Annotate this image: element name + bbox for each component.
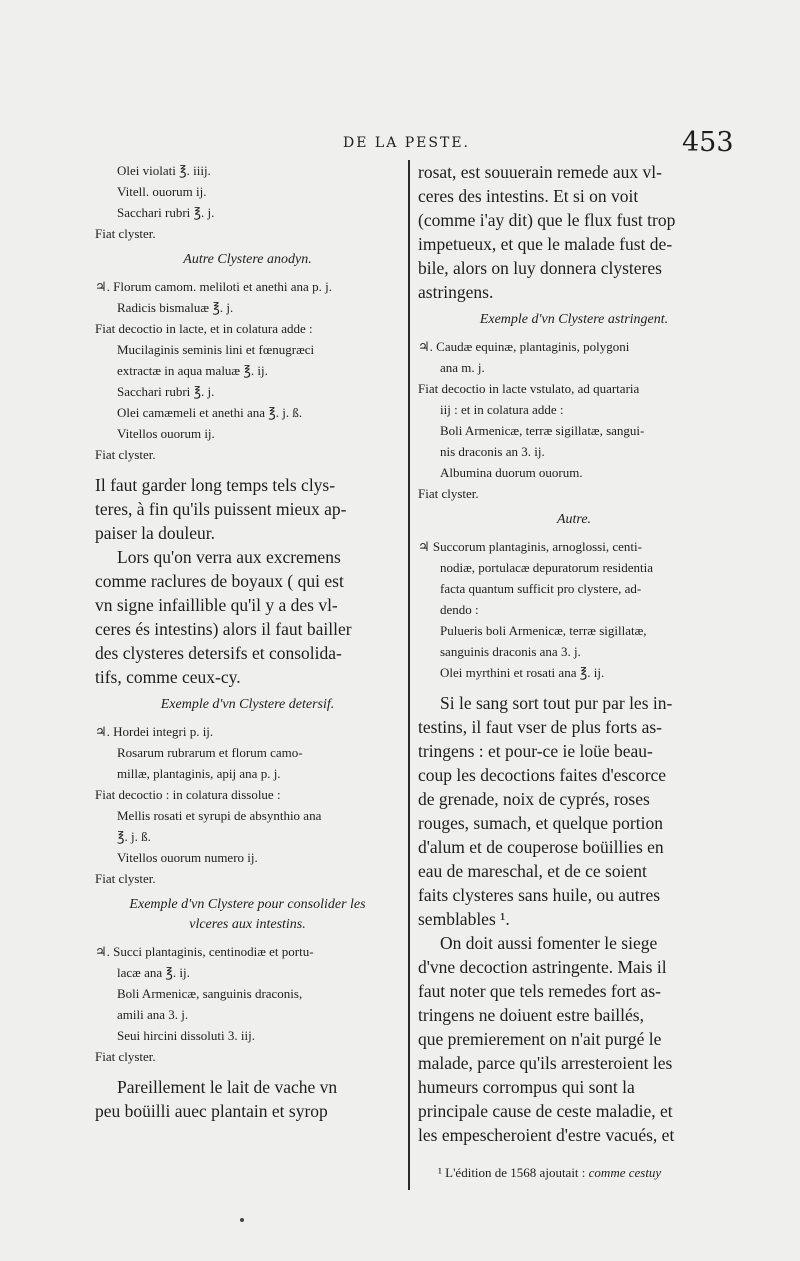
text-line: Fiat clyster. <box>95 871 156 886</box>
left-column <box>95 160 400 1123</box>
text-line: Pulueris boli Armenicæ, terræ sigillatæ, <box>440 623 647 638</box>
text-line: Olei violati ℥. iiij. <box>117 163 211 178</box>
text-line: peu boüilli auec plantain et syrop <box>95 1101 328 1121</box>
text-line: nodiæ, portulacæ depuratorum residentia <box>440 560 654 575</box>
text-line: Radicis bismaluæ ℥. j. <box>117 300 234 315</box>
text-line: coup les decoctions faites d'escorce <box>418 765 667 785</box>
text-line: d'alum et de couperose boüillies en <box>418 837 664 857</box>
text-line: facta quantum sufficit pro clystere, ad- <box>440 581 642 596</box>
text-line: ♃ Succorum plantaginis, arnoglossi, centi- <box>418 539 642 554</box>
text-line: eau de mareschal, et de ce soient <box>418 861 647 881</box>
running-header <box>0 127 800 158</box>
text-line: Olei myrthini et rosati ana ℥. ij. <box>440 665 605 680</box>
text-line: que premierement on n'ait purgé le <box>418 1029 662 1049</box>
text-line: Il faut garder long temps tels clys- <box>95 475 336 495</box>
text-line: Lors qu'on verra aux excremens <box>117 547 341 567</box>
text-line: amili ana 3. j. <box>117 1007 189 1022</box>
text-line: extractæ in aqua maluæ ℥. ij. <box>117 363 268 378</box>
text-line: Mellis rosati et syrupi de absynthio ana <box>117 808 322 823</box>
text-line: comme raclures de boyaux ( qui est <box>95 571 344 591</box>
text-line: Fiat clyster. <box>95 447 156 462</box>
text-line: semblables ¹. <box>418 909 510 929</box>
text-line: Pareillement le lait de vache vn <box>117 1077 338 1097</box>
text-line: ♃. Caudæ equinæ, plantaginis, polygoni <box>418 339 630 354</box>
text-line: Vitell. ouorum ij. <box>117 184 207 199</box>
text-line: testins, il faut vser de plus forts as- <box>418 717 662 737</box>
text-line: (comme i'ay dit) que le flux fust trop <box>418 210 676 230</box>
text-line: Fiat decoctio : in colatura dissolue : <box>95 787 281 802</box>
section-heading: Exemple d'vn Clystere detersif. <box>160 697 335 712</box>
text-line: les empescheroient d'estre vacués, et <box>418 1125 675 1145</box>
right-column <box>418 160 730 1147</box>
text-line: tifs, comme ceux-cy. <box>95 667 241 687</box>
text-line: tringens ne doiuent estre baillés, <box>418 1005 644 1025</box>
text-line: iij : et in colatura adde : <box>440 402 564 417</box>
text-line: Mucilaginis seminis lini et fœnugræci <box>117 342 315 357</box>
text-line: ℥. j. ß. <box>117 829 151 844</box>
text-line: ♃. Hordei integri p. ij. <box>95 724 214 739</box>
print-speck <box>240 1218 244 1222</box>
text-line: d'vne decoction astringente. Mais il <box>418 957 667 977</box>
column-divider <box>408 160 410 1190</box>
text-line: ceres és intestins) alors il faut bailler <box>95 619 352 639</box>
text-line: Fiat clyster. <box>95 1049 156 1064</box>
text-line: On doit aussi fomenter le siege <box>440 933 658 953</box>
footnote-italic: comme cestuy <box>588 1165 662 1180</box>
text-line: Si le sang sort tout pur par les in- <box>440 693 673 713</box>
text-line: rosat, est souuerain remede aux vl- <box>418 162 662 182</box>
section-heading: Exemple d'vn Clystere astringent. <box>479 312 669 327</box>
text-line: malade, parce qu'ils arresteroient les <box>418 1053 673 1073</box>
text-line: millæ, plantaginis, apij ana p. j. <box>117 766 281 781</box>
text-line: ana m. j. <box>440 360 485 375</box>
text-line: faits clysteres sans huile, ou autres <box>418 885 661 905</box>
text-line: Vitellos ouorum numero ij. <box>117 850 258 865</box>
text-line: Fiat decoctio in lacte vstulato, ad quartaria <box>418 381 640 396</box>
text-line: Fiat decoctio in lacte, et in colatura adde : <box>95 321 313 336</box>
text-line: dendo : <box>440 602 479 617</box>
text-line: Fiat clyster. <box>95 226 156 241</box>
running-title: DE LA PESTE. <box>343 135 470 151</box>
section-heading: Exemple d'vn Clystere pour consolider les <box>129 897 366 912</box>
text-line: humeurs corrompus qui sont la <box>418 1077 635 1097</box>
text-line: des clysteres detersifs et consolida- <box>95 643 342 663</box>
text-line: Boli Armenicæ, sanguinis draconis, <box>117 986 303 1001</box>
section-heading: Autre Clystere anodyn. <box>183 252 312 267</box>
spacer <box>418 683 730 691</box>
text-line: lacæ ana ℥. ij. <box>117 965 190 980</box>
text-line: astringens. <box>418 282 494 302</box>
text-line: Sacchari rubri ℥. j. <box>117 205 215 220</box>
text-line: Boli Armenicæ, terræ sigillatæ, sangui- <box>440 423 645 438</box>
text-line: ♃. Succi plantaginis, centinodiæ et portu- <box>95 944 314 959</box>
text-line: Vitellos ouorum ij. <box>117 426 215 441</box>
text-line: Fiat clyster. <box>418 486 479 501</box>
text-line: Albumina duorum ouorum. <box>440 465 583 480</box>
text-line: teres, à fin qu'ils puissent mieux ap- <box>95 499 347 519</box>
text-line: ♃. Florum camom. meliloti et anethi ana p. j. <box>95 279 332 294</box>
footnote <box>438 1165 738 1181</box>
text-line: ceres des intestins. Et si on voit <box>418 186 639 206</box>
text-line: vn signe infaillible qu'il y a des vl- <box>95 595 338 615</box>
text-line: Seui hircini dissoluti 3. iij. <box>117 1028 255 1043</box>
section-heading: Autre. <box>556 512 592 527</box>
text-line: impetueux, et que le malade fust de- <box>418 234 673 254</box>
text-line: tringens : et pour-ce ie loüe beau- <box>418 741 653 761</box>
text-line: de grenade, noix de cyprés, roses <box>418 789 650 809</box>
text-line: faut noter que tels remedes fort as- <box>418 981 661 1001</box>
section-heading: vlceres aux intestins. <box>189 917 306 932</box>
text-line: rouges, sumach, et quelque portion <box>418 813 663 833</box>
text-line: paiser la douleur. <box>95 523 216 543</box>
text-line: Sacchari rubri ℥. j. <box>117 384 215 399</box>
spacer <box>95 465 400 473</box>
text-line: sanguinis draconis ana 3. j. <box>440 644 581 659</box>
text-line: Olei camæmeli et anethi ana ℥. j. ß. <box>117 405 303 420</box>
text-line: principale cause de ceste maladie, et <box>418 1101 673 1121</box>
text-line: bile, alors on luy donnera clysteres <box>418 258 662 278</box>
footnote-text: ¹ L'édition de 1568 ajoutait : <box>438 1165 589 1180</box>
page-number: 453 <box>682 127 734 158</box>
spacer <box>95 1067 400 1075</box>
text-line: Rosarum rubrarum et florum camo- <box>117 745 303 760</box>
text-line: nis draconis an 3. ij. <box>440 444 545 459</box>
